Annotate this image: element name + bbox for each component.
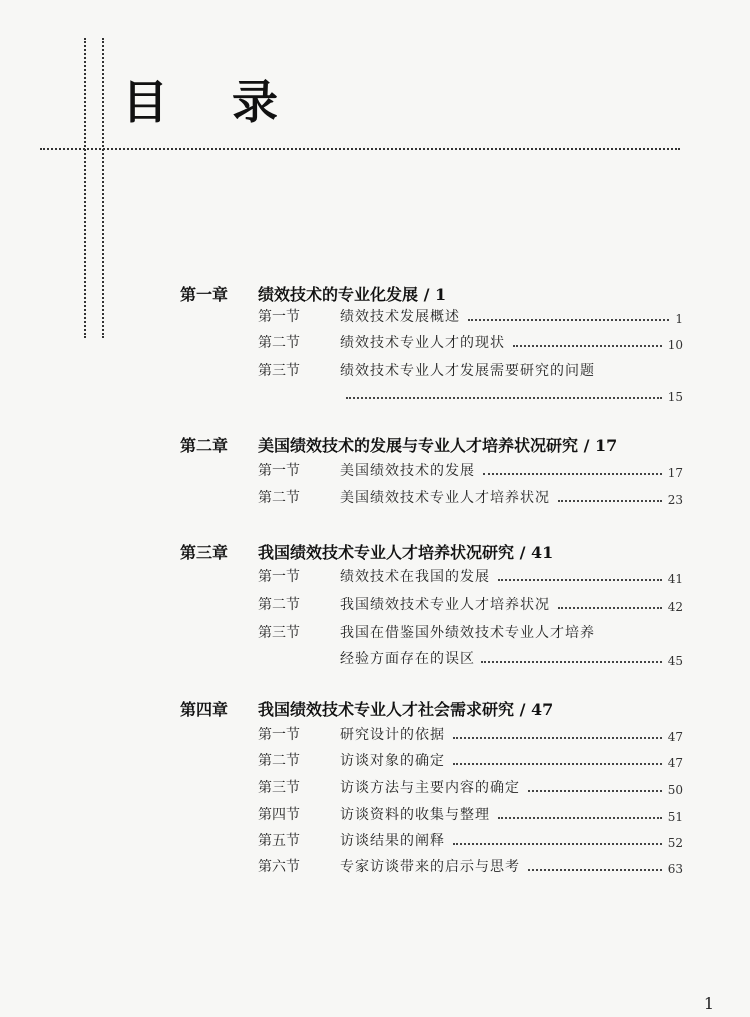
page-title: 目 录 — [122, 75, 303, 129]
section-label: 第二节 — [258, 597, 300, 613]
leader-dots — [453, 737, 662, 739]
section-title: 我国在借鉴国外绩效技术专业人才培养 — [340, 625, 595, 641]
toc-entry-continuation[interactable] — [340, 644, 683, 668]
toc-entry[interactable] — [258, 483, 683, 507]
section-label: 第一节 — [258, 463, 300, 479]
section-title: 访谈资料的收集与整理 — [340, 807, 490, 823]
leader-dots — [528, 869, 662, 871]
leader-dots — [498, 817, 662, 819]
section-label: 第五节 — [258, 833, 300, 849]
toc-entry[interactable] — [258, 773, 683, 797]
leader-dots — [558, 500, 662, 502]
chapter-label: 第四章 — [180, 700, 229, 719]
section-label: 第二节 — [258, 753, 300, 769]
section-page: 1 — [675, 312, 683, 326]
chapter-title: 绩效技术的专业化发展 / 1 — [258, 285, 447, 304]
toc-entry[interactable] — [258, 328, 683, 352]
chapter-title: 我国绩效技术专业人才培养状况研究 / 41 — [258, 543, 554, 562]
section-page: 51 — [667, 810, 683, 824]
section-page: 41 — [667, 572, 683, 586]
toc-entry[interactable] — [258, 456, 683, 480]
section-title: 美国绩效技术专业人才培养状况 — [340, 490, 550, 506]
leader-dots — [453, 843, 662, 845]
section-page: 15 — [667, 390, 683, 404]
section-label: 第四节 — [258, 807, 300, 823]
vertical-dotted-rule-2 — [102, 38, 104, 338]
section-title: 专家访谈带来的启示与思考 — [340, 859, 520, 875]
toc-entry[interactable] — [258, 618, 683, 642]
toc-entry[interactable] — [258, 852, 683, 876]
leader-dots — [453, 763, 662, 765]
section-label: 第一节 — [258, 309, 300, 325]
toc-entry[interactable] — [258, 826, 683, 850]
section-title: 访谈结果的阐释 — [340, 833, 445, 849]
section-title: 访谈对象的确定 — [340, 753, 445, 769]
chapter-heading — [180, 697, 553, 720]
section-title: 绩效技术专业人才发展需要研究的问题 — [340, 363, 595, 379]
section-label: 第三节 — [258, 625, 300, 641]
section-page: 50 — [667, 783, 683, 797]
section-page: 17 — [667, 466, 683, 480]
section-title: 绩效技术专业人才的现状 — [340, 335, 505, 351]
section-page: 45 — [667, 654, 683, 668]
chapter-title: 美国绩效技术的发展与专业人才培养状况研究 / 17 — [258, 436, 618, 455]
page-number: 1 — [703, 994, 714, 1013]
chapter-heading — [180, 433, 617, 456]
section-label: 第三节 — [258, 780, 300, 796]
toc-entry[interactable] — [258, 302, 683, 326]
toc-entry-continuation[interactable] — [340, 380, 683, 404]
toc-entry[interactable] — [258, 590, 683, 614]
section-page: 52 — [667, 836, 683, 850]
leader-dots — [346, 397, 662, 399]
vertical-dotted-rule — [84, 38, 86, 338]
section-page: 47 — [667, 730, 683, 744]
section-label: 第一节 — [258, 727, 300, 743]
chapter-label: 第三章 — [180, 543, 229, 562]
toc-entry[interactable] — [258, 720, 683, 744]
chapter-heading — [180, 540, 553, 563]
toc-entry[interactable] — [258, 356, 683, 380]
toc-entry[interactable] — [258, 800, 683, 824]
section-label: 第一节 — [258, 569, 300, 585]
toc-entry[interactable] — [258, 746, 683, 770]
section-title: 我国绩效技术专业人才培养状况 — [340, 597, 550, 613]
section-page: 10 — [667, 338, 683, 352]
section-title: 访谈方法与主要内容的确定 — [340, 780, 520, 796]
section-page: 42 — [667, 600, 683, 614]
section-label: 第二节 — [258, 335, 300, 351]
leader-dots — [513, 345, 662, 347]
section-page: 63 — [667, 862, 683, 876]
section-label: 第六节 — [258, 859, 300, 875]
leader-dots — [468, 319, 669, 321]
leader-dots — [498, 579, 662, 581]
section-page: 47 — [667, 756, 683, 770]
chapter-title: 我国绩效技术专业人才社会需求研究 / 47 — [258, 700, 554, 719]
section-title: 绩效技术在我国的发展 — [340, 569, 490, 585]
leader-dots — [558, 607, 662, 609]
section-title-continuation: 经验方面存在的误区 — [340, 651, 475, 667]
section-page: 23 — [667, 493, 683, 507]
section-label: 第三节 — [258, 363, 300, 379]
leader-dots — [483, 473, 662, 475]
section-label: 第二节 — [258, 490, 300, 506]
leader-dots — [528, 790, 662, 792]
horizontal-dotted-rule — [40, 148, 680, 150]
toc-entry[interactable] — [258, 562, 683, 586]
leader-dots — [481, 661, 662, 663]
section-title: 绩效技术发展概述 — [340, 309, 460, 325]
chapter-label: 第一章 — [180, 285, 229, 304]
chapter-label: 第二章 — [180, 436, 229, 455]
section-title: 研究设计的依据 — [340, 727, 445, 743]
section-title: 美国绩效技术的发展 — [340, 463, 475, 479]
